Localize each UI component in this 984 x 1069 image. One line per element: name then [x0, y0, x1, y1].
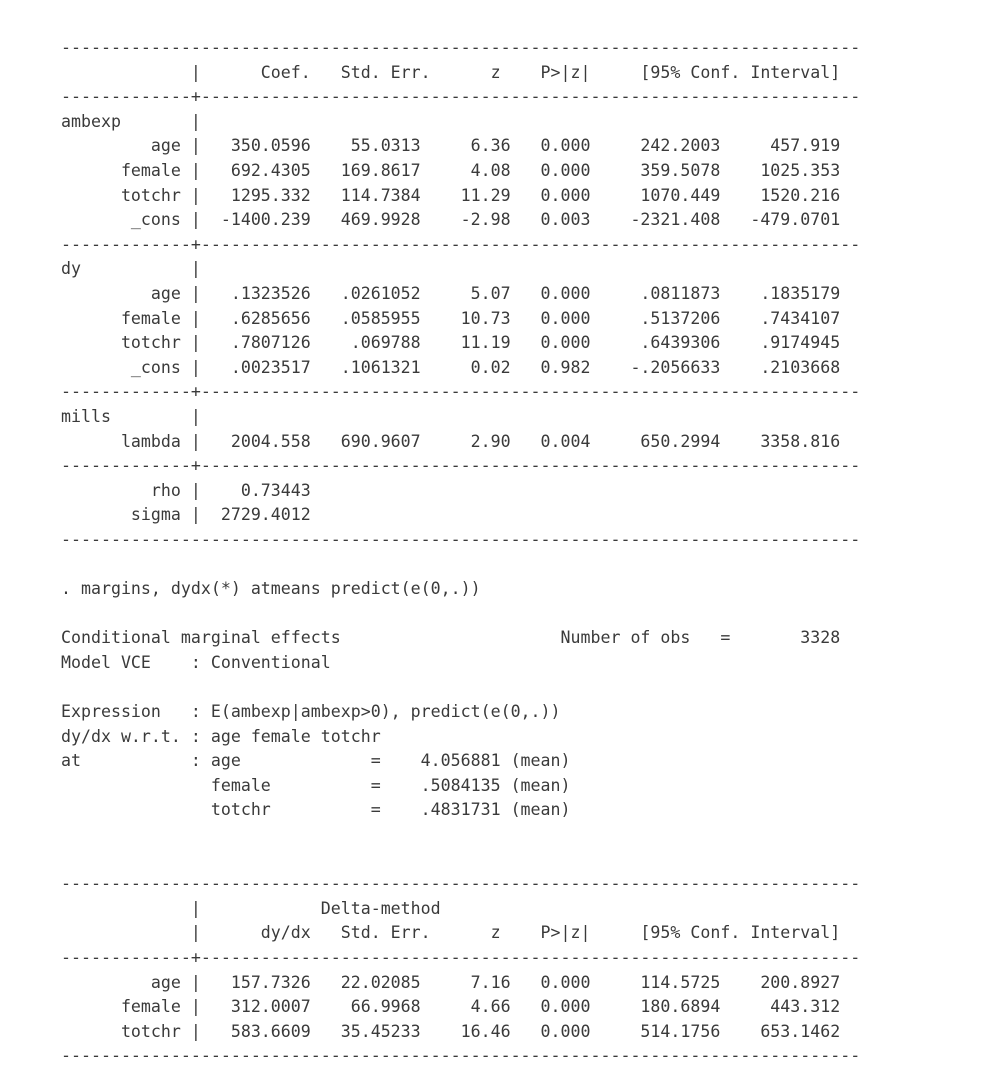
table-row: | dy/dx Std. Err. z P>|z| [95% Conf. Interval] — [61, 923, 841, 943]
table-row: _cons | -1400.239 469.9928 -2.98 0.003 -2321.408 -479.0701 — [61, 210, 841, 230]
separator-line: -------------+------------------------------------------------------------------ — [61, 382, 861, 402]
separator-line: -------------+------------------------------------------------------------------ — [61, 456, 861, 476]
blank-line — [61, 848, 860, 873]
separator-line: -------------+------------------------------------------------------------------ — [61, 234, 861, 254]
text-line: dy/dx w.r.t. : age female totchr — [61, 726, 381, 746]
text-line: female = .5084135 (mean) — [61, 775, 571, 795]
separator-line: -------------------------------------------------------------------------------- — [61, 38, 861, 57]
table-row: sigma | 2729.4012 — [61, 505, 311, 525]
table-row: mills | — [61, 406, 201, 426]
separator-line: -------------------------------------------------------------------------------- — [61, 529, 861, 549]
separator-line: -------------------------------------------------------------------------------- — [61, 1046, 861, 1066]
table-row: dy | — [61, 259, 201, 279]
table-row: ambexp | — [61, 111, 201, 131]
table-row: Expression : E(ambexp|ambexp>0), predict(e(0,.)) — [61, 702, 561, 722]
table-row: female | .6285656 .0585955 10.73 0.000 .5137206 .7434107 — [61, 308, 841, 328]
table-row: age | 157.7326 22.02085 7.16 0.000 114.5725 200.8927 — [61, 972, 841, 992]
separator-line: -------------------------------------------------------------------------------- — [61, 874, 861, 894]
table-row: female | 692.4305 169.8617 4.08 0.000 359.5078 1025.353 — [61, 160, 841, 180]
separator-line: -------------+------------------------------------------------------------------ — [61, 947, 861, 967]
table-row: _cons | .0023517 .1061321 0.02 0.982 -.2056633 .2103668 — [61, 357, 841, 377]
table-row: age | 350.0596 55.0313 6.36 0.000 242.2003 457.919 — [61, 136, 841, 156]
table-row: | Coef. Std. Err. z P>|z| [95% Conf. Interval] — [61, 62, 841, 82]
blank-line — [61, 602, 860, 627]
text-line: Model VCE : Conventional — [61, 652, 331, 672]
table-row: | Delta-method — [61, 898, 441, 918]
command-line: . margins, dydx(*) atmeans predict(e(0,.)) — [61, 579, 481, 599]
table-row: totchr | 1295.332 114.7384 11.29 0.000 1070.449 1520.216 — [61, 185, 841, 205]
table-row: totchr | .7807126 .069788 11.19 0.000 .6439306 .9174945 — [61, 333, 841, 353]
table-row: age | .1323526 .0261052 5.07 0.000 .0811873 .1835179 — [61, 283, 841, 303]
stata-output-log — [61, 36, 860, 1069]
text-line: at : age = 4.056881 (mean) — [61, 751, 571, 771]
table-row: lambda | 2004.558 690.9607 2.90 0.004 650.2994 3358.816 — [61, 431, 841, 451]
text-line: Conditional marginal effects Number of obs = 3328 — [61, 628, 841, 648]
table-row: female | 312.0007 66.9968 4.66 0.000 180.6894 443.312 — [61, 997, 841, 1017]
table-row: totchr | 583.6609 35.45233 16.46 0.000 514.1756 653.1462 — [61, 1021, 841, 1041]
blank-line — [61, 675, 860, 700]
blank-line — [61, 552, 860, 577]
table-row: rho | 0.73443 — [61, 480, 311, 500]
blank-line — [61, 823, 860, 848]
text-line: totchr = .4831731 (mean) — [61, 800, 571, 820]
separator-line: -------------+------------------------------------------------------------------ — [61, 87, 861, 107]
